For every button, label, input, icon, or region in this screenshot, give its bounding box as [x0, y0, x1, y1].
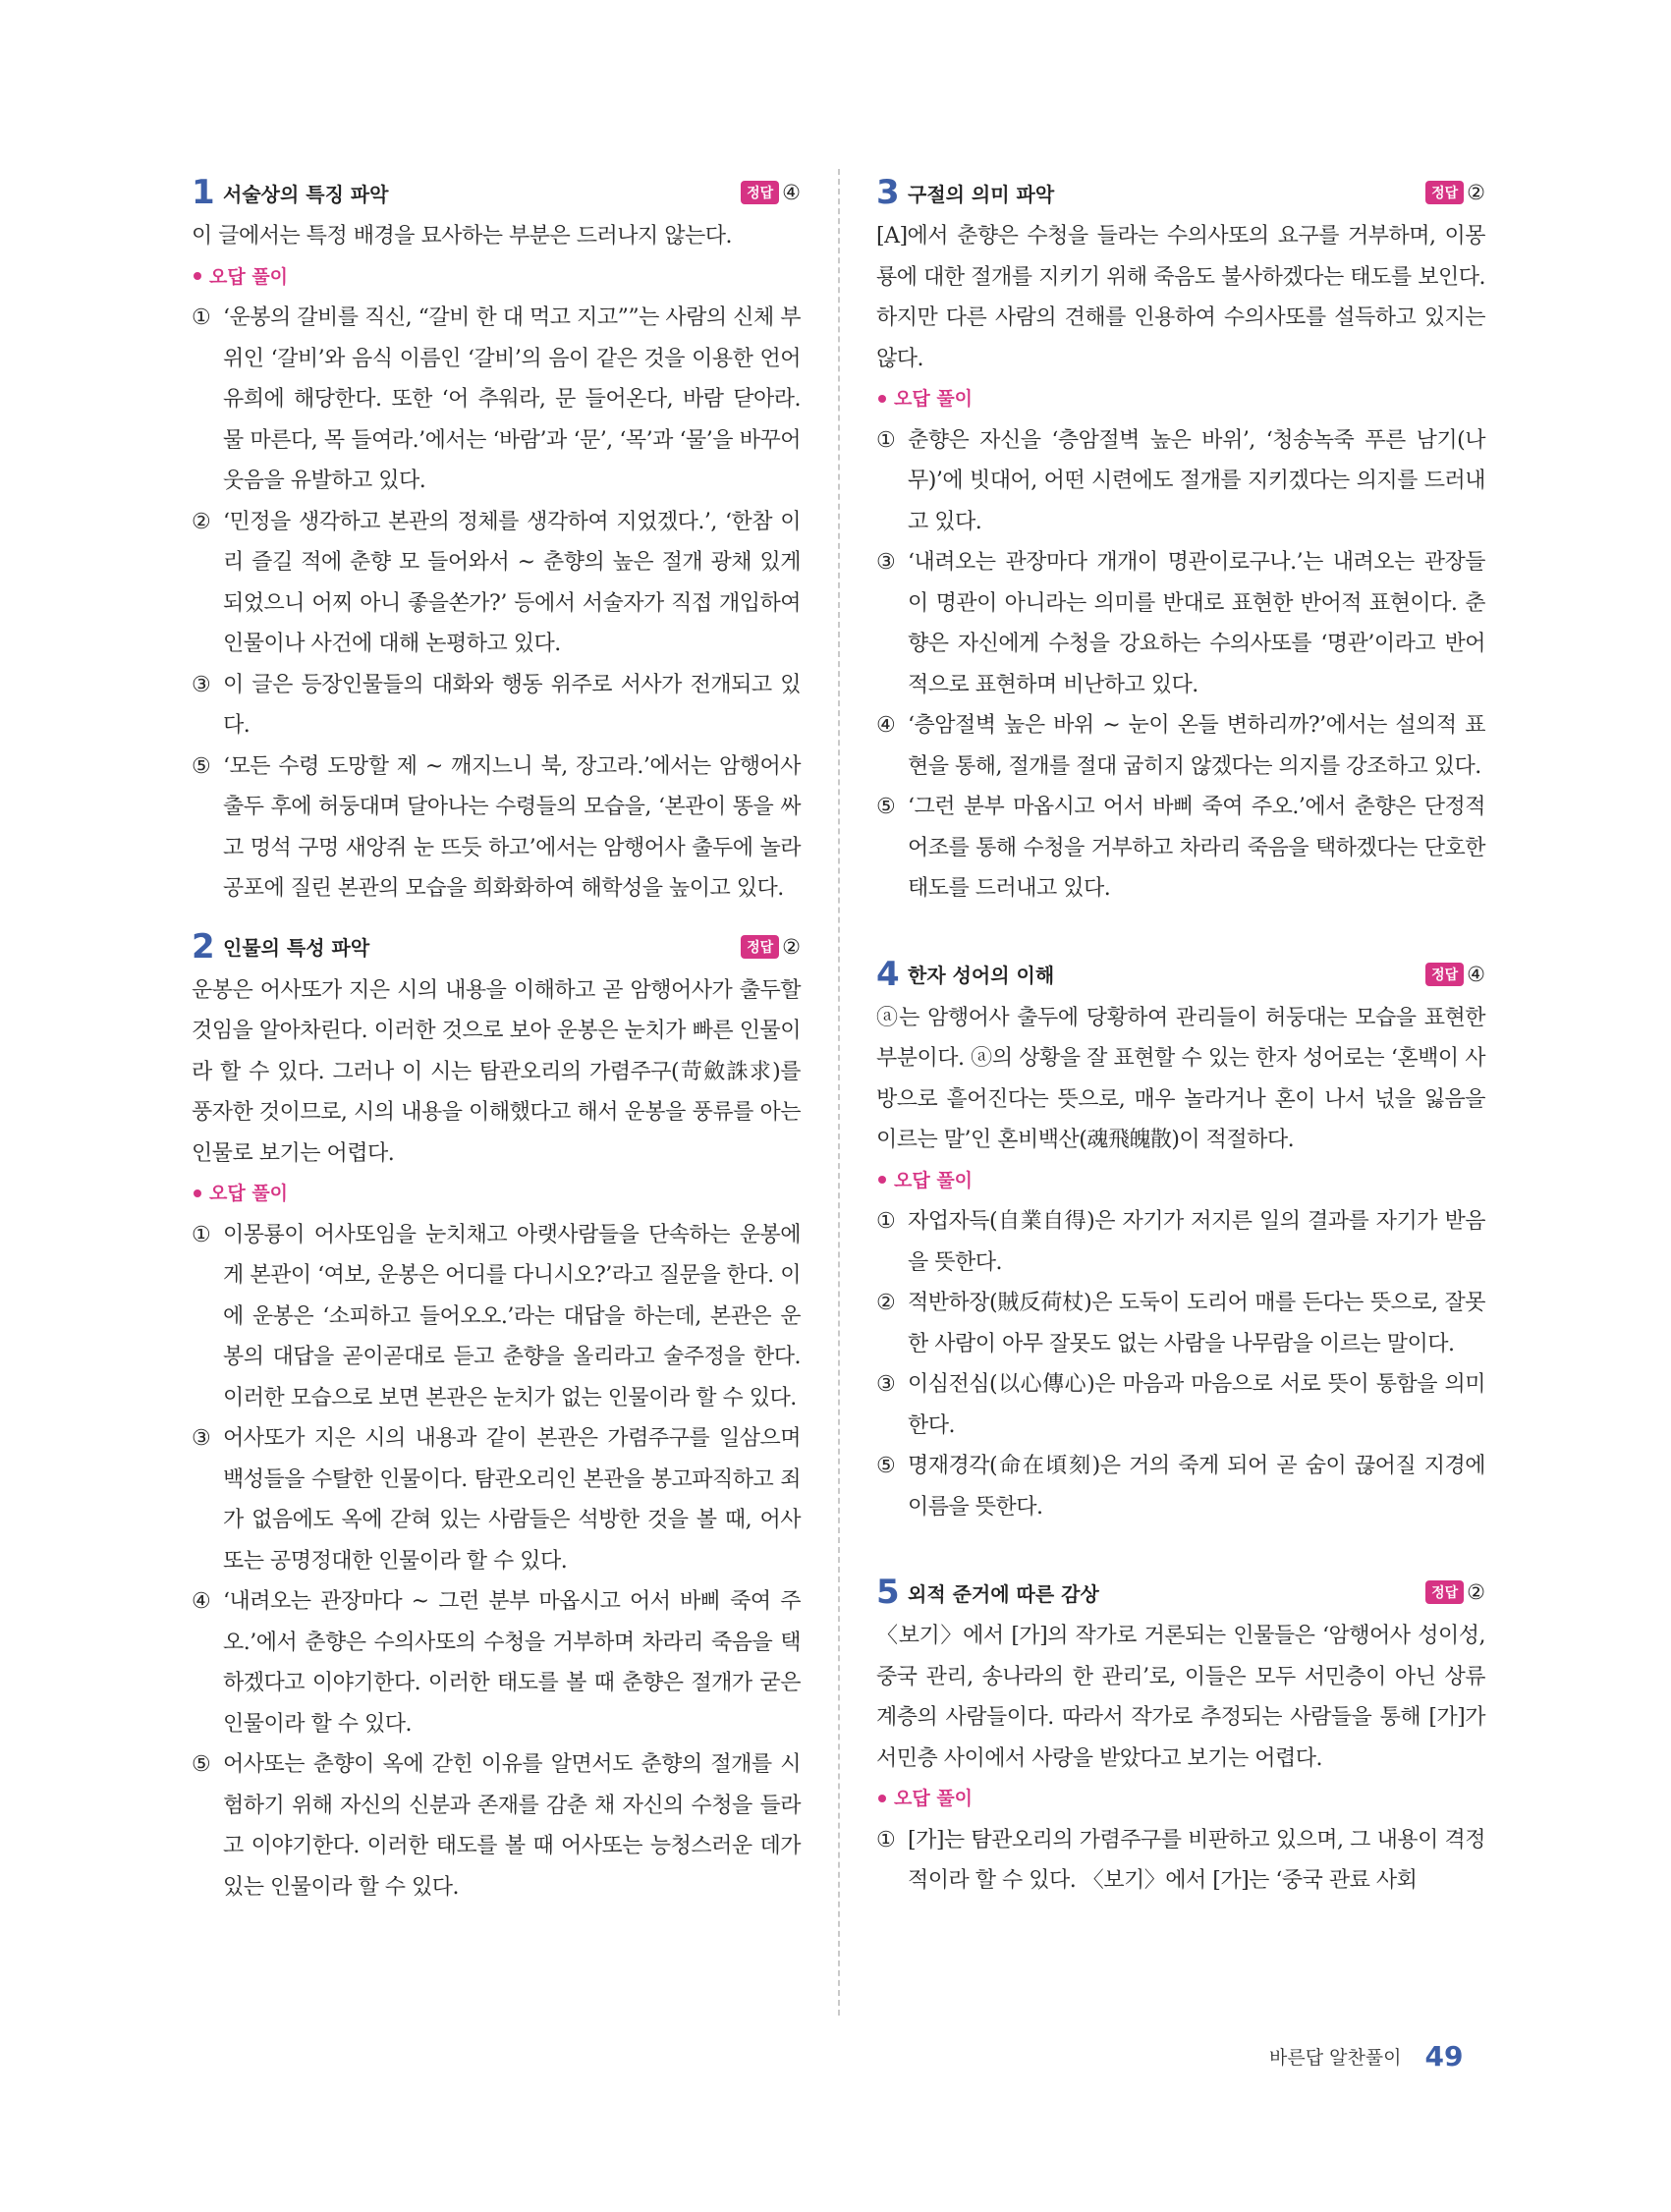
option-text: 이 글은 등장인물들의 대화와 행동 위주로 서사가 전개되고 있다. [223, 672, 801, 738]
option-explanation [876, 1201, 1485, 1283]
section-gap [876, 910, 1485, 951]
explanation-text: ⓐ는 암행어사 출두에 당황하여 관리들이 허둥대는 모습을 표현한 부분이다. ⓐ의 상황을 잘 표현할 수 있는 한자 성어로는 ‘혼백이 사방으로 흩어진다는 뜻으로, 매우 놀라거나 혼이 나서 넋을 잃음을 이르는 말’인 혼비백산(魂飛魄散)이 적절하다. [876, 1005, 1485, 1152]
option-text: 명재경각(命在頃刻)은 거의 죽게 되어 곧 숨이 끊어질 지경에 이름을 뜻한다. [908, 1454, 1485, 1520]
option-text: 어사또는 춘향이 옥에 갇힌 이유를 알면서도 춘향의 절개를 시험하기 위해 자신의 신분과 존재를 감춘 채 자신의 수청을 들라고 이야기한다. 이러한 태도를 볼 때 어사또는 능청스러운 데가 있는 인물이라 할 수 있다. [223, 1752, 801, 1900]
answer-badge: 정답 [1425, 963, 1464, 986]
question-title: 구절의 의미 파악 [908, 182, 1055, 206]
option-text: 적반하장(賊反荷杖)은 도둑이 도리어 매를 든다는 뜻으로, 잘못한 사람이 아무 잘못도 없는 사람을 나무람을 이르는 말이다. [908, 1291, 1485, 1356]
answer-indicator [1425, 963, 1485, 986]
option-number: ① [876, 1209, 896, 1234]
option-number: ⑤ [192, 1752, 211, 1777]
option-text: ‘모든 수령 도망할 제 ~ 깨지느니 북, 장고라.’에서는 암행어사 출두 후에 허둥대며 달아나는 수령들의 모습을, ‘본관이 똥을 싸고 멍석 구멍 새앙쥐 눈 뜨듯 하고’에서는 암행어사 출두에 놀라 공포에 질린 본관의 모습을 희화화하여 해학성을 높이고 있다. [223, 753, 801, 901]
option-text: ‘그런 분부 마옵시고 어서 바삐 죽여 주오.’에서 춘향은 단정적 어조를 통해 수청을 거부하고 차라리 죽음을 택하겠다는 단호한 태도를 드러내고 있다. [908, 795, 1485, 901]
option-explanation [192, 1418, 801, 1581]
option-number: ③ [876, 550, 896, 575]
option-number: ③ [192, 1426, 211, 1451]
wrong-answer-label: 오답 풀이 [894, 1788, 974, 1809]
option-text: 이심전심(以心傳心)은 마음과 마음으로 서로 뜻이 통함을 의미한다. [908, 1372, 1485, 1438]
option-number: ⑤ [192, 753, 211, 779]
wrong-answer-heading [876, 379, 1485, 420]
option-text: 어사또가 지은 시의 내용과 같이 본관은 가렴주구를 일삼으며 백성들을 수탈한 인물이다. 탐관오리인 본관을 봉고파직하고 죄가 없음에도 옥에 갇혀 있는 사람들은 석방한 것을 볼 때, 어사또는 공명정대한 인물이라 할 수 있다. [223, 1426, 801, 1574]
wrong-answer-heading [192, 1174, 801, 1215]
wrong-answer-label: 오답 풀이 [209, 265, 289, 288]
left-column [192, 169, 801, 1908]
option-explanation [192, 747, 801, 910]
section-gap [192, 910, 801, 923]
option-explanation [876, 420, 1485, 543]
answer-value: ④ [782, 181, 801, 204]
option-explanation [876, 542, 1485, 705]
option-explanation [876, 1364, 1485, 1446]
question-section [192, 169, 801, 910]
question-number: 1 [192, 173, 215, 212]
answer-badge: 정답 [741, 181, 779, 204]
question-section [876, 169, 1485, 910]
question-header [876, 1569, 1485, 1616]
question-number: 2 [192, 926, 215, 967]
option-number: ③ [876, 1372, 896, 1397]
option-explanation [876, 787, 1485, 910]
answer-badge: 정답 [741, 935, 779, 959]
option-number: ④ [192, 1589, 211, 1614]
wrong-answer-heading [876, 1779, 1485, 1820]
option-text: ‘운봉의 갈비를 직신, “갈비 한 대 먹고 지고””는 사람의 신체 부위인 ‘갈비’와 음식 이름인 ‘갈비’의 음이 같은 것을 이용한 언어유희에 해당한다. 또한 ‘어 추워라, 문 들어온다, 바람 닫아라. 물 마른다, 목 들여라.’에서는 ‘바람’과 ‘문’, ‘목’과 ‘물’을 바꾸어 웃음을 유발하고 있다. [223, 305, 801, 493]
option-number: ⑤ [876, 1454, 896, 1478]
answer-value: ② [1467, 1580, 1485, 1604]
wrong-answer-label: 오답 풀이 [209, 1183, 289, 1204]
answer-badge: 정답 [1425, 181, 1464, 204]
wrong-answer-heading [192, 257, 801, 299]
option-explanation [192, 298, 801, 502]
option-text: 자업자득(自業自得)은 자기가 저지른 일의 결과를 자기가 받음을 뜻한다. [908, 1209, 1485, 1275]
wrong-answer-label: 오답 풀이 [894, 1169, 974, 1191]
option-explanation [192, 665, 801, 747]
answer-value: ② [1467, 181, 1485, 204]
question-title: 한자 성어의 이해 [908, 964, 1055, 987]
option-text: ‘층암절벽 높은 바위 ~ 눈이 온들 변하리까?’에서는 설의적 표현을 통해, 절개를 절대 굽히지 않겠다는 의지를 강조하고 있다. [908, 713, 1485, 779]
question-header [876, 169, 1485, 216]
explanation-text: 이 글에서는 특정 배경을 묘사하는 부분은 드러나지 않는다. [192, 224, 732, 249]
option-number: ② [192, 509, 211, 534]
question-title: 서술상의 특징 파악 [223, 182, 389, 206]
column-divider [838, 169, 840, 2016]
option-number: ① [192, 305, 211, 330]
wrong-answer-heading [876, 1161, 1485, 1202]
page-number: 49 [1424, 2040, 1464, 2073]
question-number: 5 [876, 1573, 900, 1612]
wrong-answer-label: 오답 풀이 [894, 388, 974, 410]
option-explanation [192, 1581, 801, 1744]
option-number: ④ [876, 713, 896, 738]
bullet-icon [878, 1176, 886, 1184]
question-number: 3 [876, 173, 900, 212]
option-text: ‘내려오는 관장마다 ~ 그런 분부 마옵시고 어서 바삐 죽여 주오.’에서 춘향은 수의사또의 수청을 거부하며 차라리 죽음을 택하겠다고 이야기한다. 이러한 태도를 볼 때 춘향은 절개가 굳은 인물이라 할 수 있다. [223, 1589, 801, 1737]
answer-value: ② [782, 934, 801, 959]
option-number: ① [192, 1222, 211, 1247]
option-text: [가]는 탐관오리의 가렴주구를 비판하고 있으며, 그 내용이 격정적이라 할 수 있다. 〈보기〉에서 [가]는 ‘중국 관료 사회 [908, 1827, 1485, 1893]
question-section [192, 923, 801, 1908]
option-explanation [876, 1283, 1485, 1364]
question-header [192, 169, 801, 216]
option-explanation [876, 1446, 1485, 1527]
option-explanation [876, 1820, 1485, 1902]
question-header [192, 923, 801, 970]
answer-badge: 정답 [1425, 1580, 1464, 1604]
answer-indicator [741, 935, 801, 959]
option-explanation [192, 1744, 801, 1908]
option-number: ② [876, 1291, 896, 1315]
option-text: 춘향은 자신을 ‘층암절벽 높은 바위’, ‘청송녹죽 푸른 남기(나무)’에 빗대어, 어떤 시련에도 절개를 지키겠다는 의지를 드러내고 있다. [908, 427, 1485, 534]
explanation-text: [A]에서 춘향은 수청을 들라는 수의사또의 요구를 거부하며, 이몽룡에 대한 절개를 지키기 위해 죽음도 불사하겠다는 태도를 보인다. 하지만 다른 사람의 견해를 인용하여 수의사또를 설득하고 있지는 않다. [876, 224, 1485, 371]
option-text: ‘내려오는 관장마다 개개이 명관이로구나.’는 내려오는 관장들이 명관이 아니라는 의미를 반대로 표현한 반어적 표현이다. 춘향은 자신에게 수청을 강요하는 수의사또를 ‘명관’이라고 반어적으로 표현하며 비난하고 있다. [908, 550, 1485, 697]
option-number: ③ [192, 672, 211, 697]
option-number: ⑤ [876, 795, 896, 819]
explanation-text: 〈보기〉에서 [가]의 작가로 거론되는 인물들은 ‘암행어사 성이성, 중국 관리, 송나라의 한 관리’로, 이들은 모두 서민층이 아닌 상류 계층의 사람들이다. 따라서 작가로 추정되는 사람들을 통해 [가]가 서민층 사이에서 사랑을 받았다고 보기는 어렵다. [876, 1624, 1485, 1771]
right-column [876, 169, 1485, 1902]
question-number: 4 [876, 954, 900, 994]
answer-indicator [741, 181, 801, 204]
question-title: 외적 준거에 따른 감상 [908, 1581, 1099, 1606]
option-text: 이몽룡이 어사또임을 눈치채고 아랫사람들을 단속하는 운봉에게 본관이 ‘여보, 운봉은 어디를 다니시오?’라고 질문을 한다. 이에 운봉은 ‘소피하고 들어오오.’라는 대답을 하는데, 본관은 운봉의 대답을 곧이곧대로 듣고 춘향을 올리라고 술주정을 한다. 이러한 모습으로 보면 본관은 눈치가 없는 인물이라 할 수 있다. [223, 1222, 801, 1410]
footer-label: 바른답 알찬풀이 [1269, 2047, 1402, 2069]
question-title: 인물의 특성 파악 [223, 936, 370, 960]
option-number: ① [876, 427, 896, 453]
answer-indicator [1425, 1580, 1485, 1604]
bullet-icon [878, 395, 886, 403]
bullet-icon [194, 272, 201, 280]
option-explanation [192, 502, 801, 665]
option-explanation [876, 705, 1485, 787]
page-footer [1269, 2040, 1464, 2073]
section-gap [876, 1527, 1485, 1569]
option-text: ‘민정을 생각하고 본관의 정체를 생각하여 지었겠다.’, ‘한참 이리 즐길 적에 춘향 모 들어와서 ~ 춘향의 높은 절개 광채 있게 되었으니 어찌 아니 좋을쏜가?’ 등에서 서술자가 직접 개입하여 인물이나 사건에 대해 논평하고 있다. [223, 509, 801, 656]
question-section [876, 951, 1485, 1528]
explanation-text: 운봉은 어사또가 지은 시의 내용을 이해하고 곧 암행어사가 출두할 것임을 알아차린다. 이러한 것으로 보아 운봉은 눈치가 빠른 인물이라 할 수 있다. 그러나 이 시는 탐관오리의 가렴주구(苛斂誅求)를 풍자한 것이므로, 시의 내용을 이해했다고 해서 운봉을 풍류를 아는 인물로 보기는 어렵다. [192, 977, 801, 1166]
question-header [876, 951, 1485, 998]
option-explanation [192, 1215, 801, 1419]
option-number: ① [876, 1827, 896, 1853]
bullet-icon [194, 1189, 201, 1197]
bullet-icon [878, 1795, 886, 1802]
answer-indicator [1425, 181, 1485, 204]
question-section [876, 1569, 1485, 1902]
answer-value: ④ [1467, 962, 1485, 986]
